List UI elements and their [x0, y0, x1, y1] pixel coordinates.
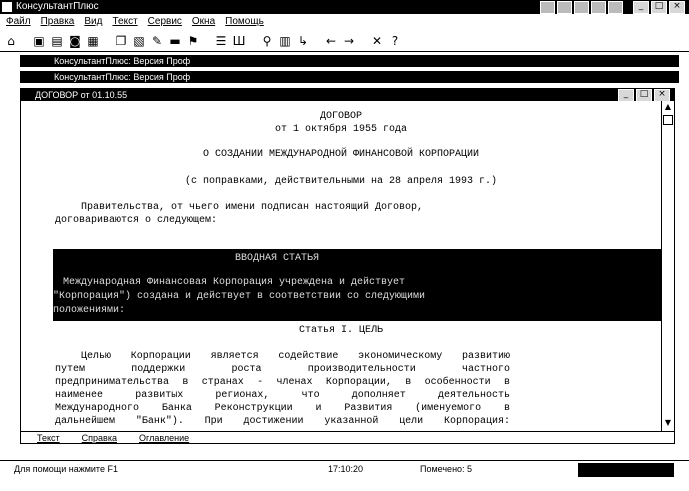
minimize-icon[interactable]: _ [633, 1, 649, 14]
document-title: ДОГОВОР от 01.10.55 [35, 90, 128, 100]
separator [314, 34, 320, 48]
separator [204, 34, 210, 48]
scroll-down-icon[interactable]: ▼ [664, 418, 672, 427]
tab-contents[interactable]: Оглавление [138, 433, 190, 443]
preamble-line: Правительства, от чьего имени подписан настоящий Договор, [81, 202, 424, 213]
document-window [20, 88, 675, 444]
maximize-icon[interactable]: □ [651, 1, 667, 14]
scroll-up-icon[interactable]: ▲ [664, 102, 672, 111]
word-icon[interactable]: ▧ [133, 33, 145, 48]
app-title: КонсультантПлюс [16, 1, 99, 12]
window-controls [633, 1, 685, 14]
close-icon[interactable]: × [669, 1, 685, 14]
goto-icon[interactable]: ↳ [297, 33, 309, 48]
bookmark-icon[interactable]: ⚑ [187, 33, 199, 48]
preamble-line: договариваются о следующем: [55, 215, 218, 226]
menu-help[interactable]: Помощь [225, 16, 264, 27]
tray-icons [540, 1, 623, 14]
paragraph-line: Международного Банка Реконструкции и Развития (именуемого в [55, 403, 510, 414]
article-title: Статья I. ЦЕЛЬ [298, 325, 383, 336]
status-indicator [578, 463, 674, 477]
copy-icon[interactable]: ❐ [115, 33, 127, 48]
save-icon[interactable]: ▣ [33, 33, 45, 48]
highlight-heading: ВВОДНАЯ СТАТЬЯ [235, 253, 320, 264]
status-bar [0, 460, 689, 491]
close-icon[interactable]: × [654, 89, 670, 102]
document-text[interactable] [21, 101, 661, 431]
paragraph-line: наименее развитых регионах, что дополняет деятельность [55, 390, 510, 401]
list-icon[interactable]: ☰ [215, 33, 227, 48]
help-icon[interactable]: ? [391, 33, 399, 48]
status-hint: Для помощи нажмите F1 [14, 464, 118, 474]
paragraph-line: предпринимательства в странах - членах Корпорации, в особенности в [55, 377, 510, 388]
find-next-icon[interactable]: ▥ [279, 33, 291, 48]
tray-icon[interactable] [608, 1, 623, 14]
vertical-scrollbar[interactable] [661, 101, 674, 431]
tab-text[interactable]: Текст [37, 433, 60, 443]
export-icon[interactable]: ▦ [87, 33, 99, 48]
maximize-icon[interactable]: □ [636, 89, 652, 102]
doc-date: от 1 октября 1955 года [274, 124, 408, 135]
print-icon[interactable]: ▤ [51, 33, 63, 48]
text-icon[interactable]: Ш [232, 33, 246, 48]
menu-windows[interactable]: Окна [191, 16, 216, 27]
separator [104, 34, 110, 48]
doc-amendments: (с поправками, действительными на 28 апреля 1993 г.) [184, 176, 498, 187]
scroll-thumb[interactable] [663, 115, 673, 125]
child-window-title: КонсультантПлюс: Версия Проф [54, 72, 191, 82]
paragraph-line: дальнейшем "Банк"). При достижении указанной цели Корпорация: [55, 416, 510, 427]
highlight-line: положениями: [53, 305, 126, 316]
separator [250, 34, 256, 48]
menu-text[interactable]: Текст [112, 16, 138, 27]
minimize-icon[interactable]: _ [618, 89, 634, 102]
edit-icon[interactable]: ✎ [151, 33, 163, 48]
menu-bar [0, 14, 689, 30]
child-window-title: КонсультантПлюс: Версия Проф [54, 56, 191, 66]
folder-icon[interactable]: ▬ [169, 33, 181, 48]
highlight-line: Международная Финансовая Корпорация учреждена и действует [63, 277, 406, 288]
paragraph-line: путем поддержки роста производительности частного [55, 364, 510, 375]
document-titlebar[interactable] [21, 89, 674, 101]
paragraph-line: Целью Корпорации является содействие экономическому развитию [81, 351, 510, 362]
app-icon[interactable] [2, 2, 12, 12]
back-icon[interactable]: ← [325, 33, 337, 48]
separator [360, 34, 366, 48]
forward-icon[interactable]: → [343, 33, 355, 48]
highlight-line: "Корпорация") создана и действует в соответствии со следующими [53, 291, 426, 302]
child-window-titlebar[interactable] [20, 55, 679, 67]
tray-icon[interactable] [591, 1, 606, 14]
child-window-titlebar[interactable] [20, 71, 679, 83]
document-tabs [21, 431, 674, 443]
menu-file[interactable]: Файл [6, 16, 31, 27]
tools-icon[interactable]: ✕ [371, 33, 383, 48]
menu-service[interactable]: Сервис [147, 16, 182, 27]
toolbar [0, 30, 689, 52]
status-marked: Помечено: 5 [420, 464, 473, 474]
doc-heading: ДОГОВОР [319, 111, 362, 122]
tab-reference[interactable]: Справка [81, 433, 117, 443]
tray-icon[interactable] [557, 1, 572, 14]
find-icon[interactable]: ⚲ [262, 33, 272, 48]
separator [22, 34, 28, 48]
open-icon[interactable]: ⌂ [7, 33, 15, 48]
status-time: 17:10:20 [328, 464, 364, 474]
tray-icon[interactable] [574, 1, 589, 14]
highlighted-block [53, 249, 661, 321]
doc-subject: О СОЗДАНИИ МЕЖДУНАРОДНОЙ ФИНАНСОВОЙ КОРПОРАЦИИ [202, 149, 480, 160]
menu-view[interactable]: Вид [84, 16, 103, 27]
app-titlebar [0, 0, 689, 14]
preview-icon[interactable]: ◙ [69, 33, 81, 48]
tray-icon[interactable] [540, 1, 555, 14]
menu-edit[interactable]: Правка [40, 16, 75, 27]
